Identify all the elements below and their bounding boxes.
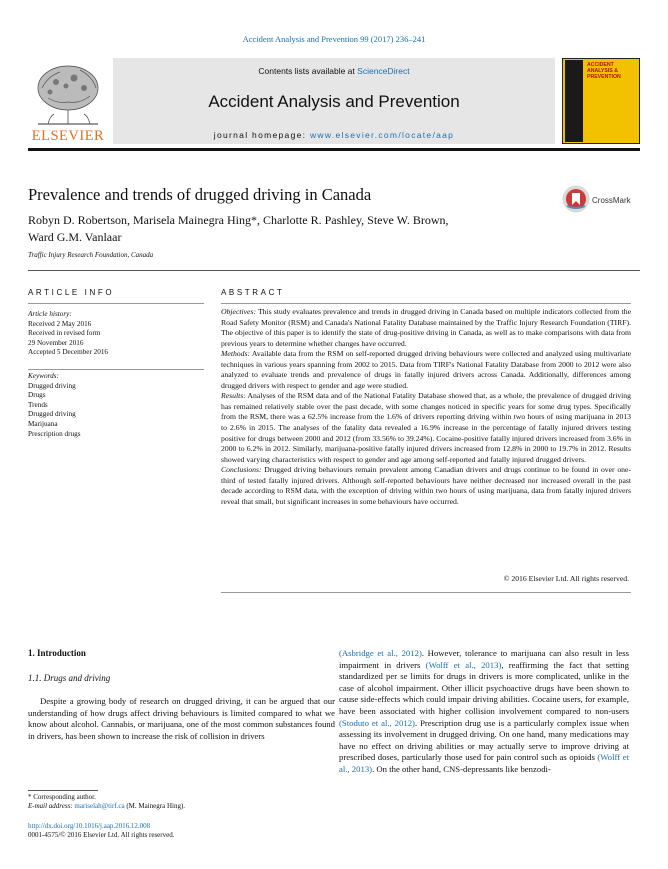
body-text: , reaffirming the fact that setting standardized per se limits for drugs in drivers is more complicated, unlike in the case of alcohol impairment. Other illicit psychoactive drugs have been shown to cause side-effects which could impair driving abilities. Cocaine users, for example, have been associated with higher collision involvement compared to non-users bbox=[339, 659, 629, 716]
homepage-link[interactable]: www.elsevier.com/locate/aap bbox=[309, 130, 455, 140]
citation-link[interactable]: (Asbridge et al., 2012) bbox=[339, 648, 422, 658]
affiliation: Traffic Injury Research Foundation, Canada bbox=[28, 251, 154, 259]
authors-line: Ward G.M. Vanlaar bbox=[28, 230, 122, 244]
abstract-results bbox=[221, 391, 631, 465]
history-item: 29 November 2016 bbox=[28, 338, 84, 347]
keywords-label: Keywords: bbox=[28, 372, 59, 380]
corresponding-author-note: * Corresponding author. bbox=[28, 793, 96, 801]
results-label: Results: bbox=[221, 391, 246, 401]
sciencedirect-link[interactable]: ScienceDirect bbox=[357, 66, 410, 76]
footnote bbox=[28, 793, 328, 811]
footnote-rule bbox=[28, 790, 98, 791]
history-label: Article history: bbox=[28, 310, 72, 318]
contents-prefix: Contents lists available at bbox=[258, 66, 355, 76]
cover-side-bar bbox=[565, 60, 583, 142]
info-rule bbox=[28, 303, 204, 304]
abstract-bottom-rule bbox=[221, 592, 631, 593]
abstract-methods bbox=[221, 349, 631, 391]
abstract-rule bbox=[221, 303, 631, 304]
journal-reference[interactable]: Accident Analysis and Prevention 99 (2017) 236–241 bbox=[242, 34, 426, 44]
cover-title: ACCIDENT ANALYSIS & PREVENTION bbox=[587, 62, 621, 80]
objectives-text: This study evaluates prevalence and trends in drugged driving in Canada based on multiple indicators collected from the Road Safety Monitor (RSM) and Canada's National Fatality Database maintained by the Traffic Injury Research Foundation (TIRF). The objective of this paper is to identify the state of drug-positive driving in Canada, as well as to make comparisons with data from previous years to determine whether changes have occurred. bbox=[221, 307, 631, 348]
history-item: Accepted 5 December 2016 bbox=[28, 348, 109, 357]
homepage-line bbox=[113, 130, 555, 140]
history-item: Received in revised form bbox=[28, 329, 101, 338]
article-history bbox=[28, 310, 204, 358]
doi-link[interactable]: http://dx.doi.org/10.1016/j.aap.2016.12.008 bbox=[28, 822, 151, 830]
keyword: Drugged driving bbox=[28, 381, 76, 390]
authors-line: Robyn D. Robertson, Marisela Mainegra Hing*, Charlotte R. Pashley, Steve W. Brown, bbox=[28, 213, 449, 227]
history-rule bbox=[28, 369, 204, 370]
citation-link[interactable]: (Wolff et al., 2013) bbox=[339, 752, 629, 774]
body-column-left: Despite a growing body of research on drugged driving, it can be argued that our understanding of how drugs affect driving behaviours is limited compared to what we know about alcohol. Cannabis, or marijuana, one of the most common substances found in drivers, has been shown to increase the risk of collision in drivers bbox=[28, 696, 335, 741]
article-info-heading: ARTICLE INFO bbox=[28, 288, 115, 297]
section-heading-introduction: 1. Introduction bbox=[28, 648, 86, 658]
keywords bbox=[28, 372, 204, 439]
email-suffix: (M. Mainegra Hing). bbox=[124, 802, 186, 810]
section-rule bbox=[28, 270, 640, 271]
author-list bbox=[28, 212, 548, 246]
homepage-prefix: journal homepage: bbox=[213, 130, 307, 140]
abstract-body bbox=[221, 307, 631, 507]
conclusions-text: Drugged driving behaviours remain prevalent among Canadian drivers and drugs continue to be found in over one-third of tested fatally injured drivers. Although self-reported behaviours have neither decreased nor increased overall in the past decade according to RSM data, with the exception of driving within two hours of using marijuana, data from fatally injured drivers reveal that small, but significant increases in some behaviours have occurred. bbox=[221, 465, 631, 506]
subsection-heading: 1.1. Drugs and driving bbox=[28, 673, 111, 683]
keyword: Drugged driving bbox=[28, 410, 76, 419]
body-text: . However, tolerance to marijuana can also result in less impairment in drivers bbox=[339, 648, 629, 670]
contents-line bbox=[113, 66, 555, 76]
conclusions-label: Conclusions: bbox=[221, 465, 262, 475]
elsevier-wordmark: ELSEVIER bbox=[31, 128, 105, 144]
results-text: Analyses of the RSM data and of the National Fatality Database showed that, as a whole, the prevalence of drugged driving has remained relatively stable over the past decade, with some changes noticed in specific years for some drug types. Specifically from the RSM, there was a 62.5% increase from the 1.6% of drivers reporting driving within two hours of using marijuana in 2013 to 2.6% in 2015. The analyses of the fatality data revealed a 16.9% increase in the percentage of fatally injured drivers testing positive for drugs between 2000 and 2012 (from 33.56% to 39.24%). Cocaine-positive fatally injured drivers increased from 3.6% in 2000 to 6.2% in 2012. Similarly, marijuana-positive fatally injured drivers increased from 12.8% in 2000 to 19.7% in 2012. Results showed varying characteristics with respect to gender and age among self-reported and fatally injured drugged drivers. bbox=[221, 391, 631, 464]
abstract-objectives bbox=[221, 307, 631, 349]
methods-text: Available data from the RSM on self-reported drugged driving behaviours were collected and analyzed using multivariate techniques in various years spanning from 2002 to 2015. Data from TIRF's National Fatality Database from 2000 to 2012 were also analyzed to evaluate trends and prevalence of drugs in fatally injured drivers across Canada. Additionally, differences among drugged drivers with respect to gender and age were studied. bbox=[221, 349, 631, 390]
keyword: Drugs bbox=[28, 391, 46, 400]
keyword: Prescription drugs bbox=[28, 429, 81, 438]
journal-title: Accident Analysis and Prevention bbox=[208, 92, 460, 111]
issn-line: 0001-4575/© 2016 Elsevier Ltd. All rights reserved. bbox=[28, 831, 175, 839]
body-text: . Prescription drug use is a particularly complex issue when assessing its involvement in drugged driving. On one hand, many medications may have no effect on driving abilities or may actually serve to improve driving at prescribed doses, particularly those used for pain control such as opioids bbox=[339, 717, 629, 763]
abstract-copyright: © 2016 Elsevier Ltd. All rights reserved. bbox=[503, 574, 629, 583]
keyword: Marijuana bbox=[28, 419, 58, 428]
methods-label: Methods: bbox=[221, 349, 251, 359]
crossmark-icon[interactable] bbox=[561, 184, 591, 214]
objectives-label: Objectives: bbox=[221, 307, 257, 316]
citation-link[interactable]: (Stoduto et al., 2012) bbox=[339, 717, 415, 728]
keyword: Trends bbox=[28, 400, 48, 409]
body-text: . On the other hand, CNS-depressants like benzodi- bbox=[372, 763, 551, 774]
citation-link[interactable]: (Wolff et al., 2013) bbox=[425, 659, 502, 670]
article-title: Prevalence and trends of drugged driving in Canada bbox=[28, 185, 372, 204]
body-column-right bbox=[339, 648, 629, 776]
history-item: Received 2 May 2016 bbox=[28, 319, 92, 328]
email-label: E-mail address: bbox=[28, 802, 73, 810]
email-link[interactable]: mariselah@tirf.ca bbox=[74, 802, 125, 810]
crossmark-label[interactable]: CrossMark bbox=[592, 196, 631, 205]
header-rule bbox=[28, 148, 640, 151]
email-line bbox=[28, 802, 328, 811]
abstract-heading: ABSTRACT bbox=[221, 288, 285, 297]
abstract-conclusions bbox=[221, 465, 631, 507]
